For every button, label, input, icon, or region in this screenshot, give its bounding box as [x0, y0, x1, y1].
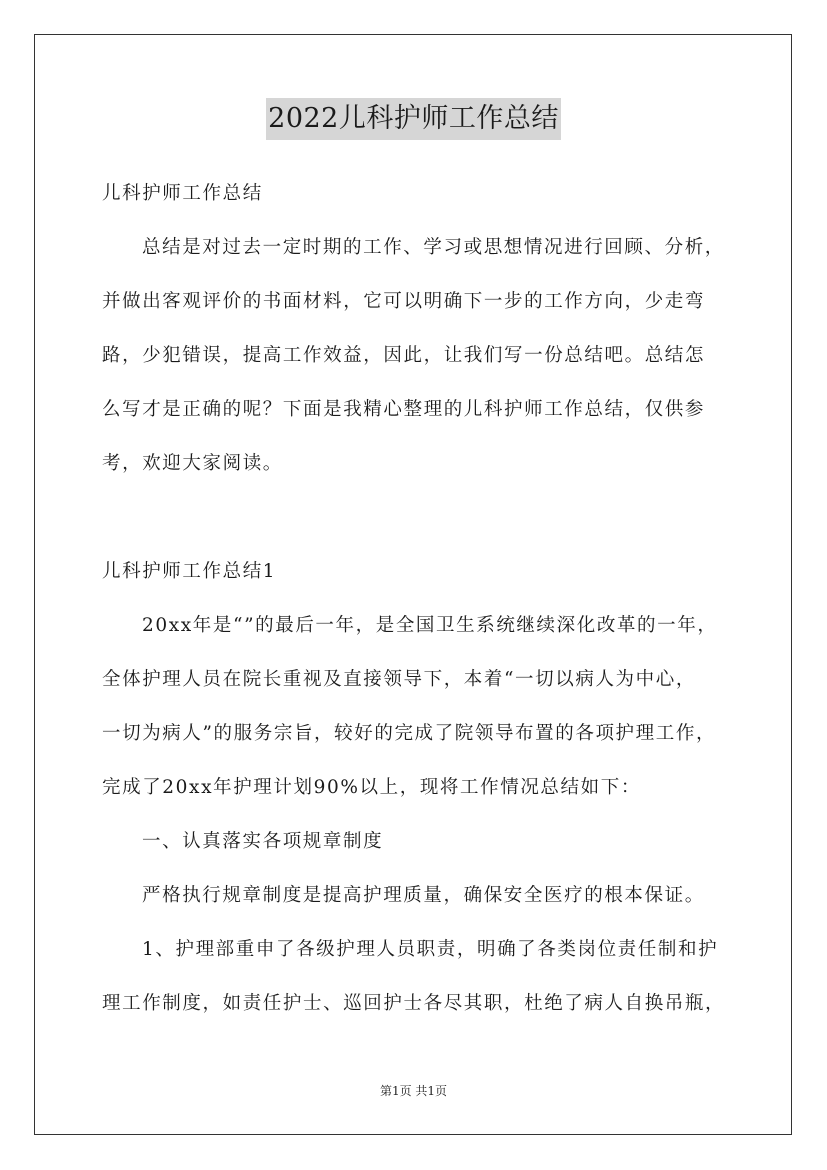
page-footer: 第1页 共1页: [379, 1084, 448, 1098]
section-line-2: 全体护理人员在院长重视及直接领导下，本着“一切以病人为中心，: [102, 669, 696, 690]
item-intro: 严格执行规章制度是提高护理质量，确保安全医疗的根本保证。: [142, 885, 705, 906]
section-heading: 儿科护师工作总结1: [102, 561, 277, 582]
point-line-2: 理工作制度，如责任护士、巡回护士各尽其职，杜绝了病人自换吊瓶，: [102, 993, 726, 1014]
section-line-3: 一切为病人”的服务宗旨，较好的完成了院领导布置的各项护理工作，: [102, 723, 717, 744]
document-title: 2022儿科护师工作总结: [266, 98, 561, 140]
intro-line-1: 总结是对过去一定时期的工作、学习或思想情况进行回顾、分析，: [142, 237, 725, 258]
intro-line-4: 么写才是正确的呢？下面是我精心整理的儿科护师工作总结，仅供参: [102, 399, 706, 420]
intro-line-2: 并做出客观评价的书面材料，它可以明确下一步的工作方向，少走弯: [102, 291, 706, 312]
subtitle: 儿科护师工作总结: [102, 183, 263, 204]
section-line-1: 20xx年是“”的最后一年，是全国卫生系统继续深化改革的一年，: [142, 615, 718, 636]
section-line-4: 完成了20xx年护理计划90%以上，现将工作情况总结如下：: [102, 777, 641, 798]
document-title-wrap: [0, 98, 827, 140]
point-line-1: 1、护理部重申了各级护理人员职责，明确了各类岗位责任制和护: [142, 939, 719, 960]
intro-line-3: 路，少犯错误，提高工作效益，因此，让我们写一份总结吧。总结怎: [102, 345, 706, 366]
intro-line-5: 考，欢迎大家阅读。: [102, 453, 283, 474]
item-heading: 一、认真落实各项规章制度: [142, 831, 384, 852]
